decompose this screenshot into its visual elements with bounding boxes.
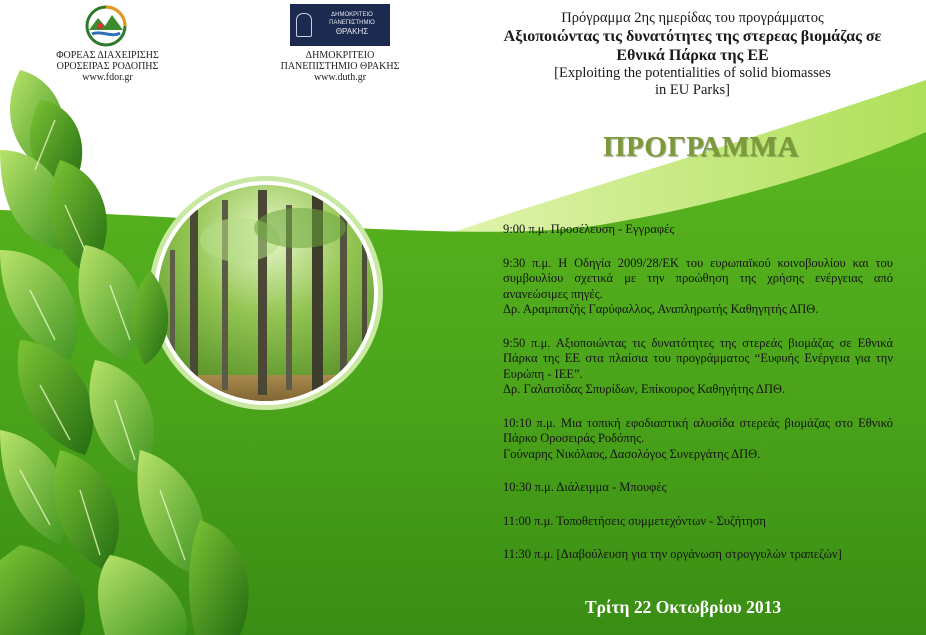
program-item-text: 11:00 π.μ. Τοποθετήσεις συμμετεχόντων - Συζήτηση [503,513,766,528]
header-line3: Εθνικά Πάρκα της ΕΕ [616,47,769,64]
fdor-logo [80,4,132,48]
program-item-text: 11:30 π.μ. [Διαβούλευση για την οργάνωση στρογγυλών τραπεζών] [503,547,842,561]
program-item [503,547,893,563]
header-line4: [Exploiting the potentialities of solid biomasses [554,65,831,81]
event-header [455,10,926,99]
program-item [503,416,893,463]
fdor-emblem-icon [80,4,132,48]
fdor-name-line1: ΦΟΡΕΑΣ ΔΙΑΧΕΙΡΙΣΗΣ [56,50,159,61]
duth-caption [270,50,410,83]
program-item [503,222,893,238]
program-item [503,336,893,398]
header-line1: Πρόγραμμα 2ης ημερίδας του προγράμματος [561,10,824,26]
event-date: Τρίτη 22 Οκτωβρίου 2013 [585,597,782,617]
duth-badge-line3: ΘΡΑΚΗΣ [335,27,369,36]
program-item-text: 10:10 π.μ. Μια τοπική εφοδιαστική αλυσίδα στερεάς βιομάζας στο Εθνικό Πάρκο Οροσειράς Ροδόπης. [503,415,893,445]
program-item-text: 10:30 π.μ. Διάλειμμα - Μπουφές [503,480,667,494]
header-line5: in EU Parks] [655,82,730,98]
fdor-caption [40,50,175,83]
fdor-url: www.fdor.gr [82,72,133,83]
program-item-text: 9:00 π.μ. Προσέλευση - Εγγραφές [503,222,675,236]
duth-emblem-icon [296,13,312,37]
duth-badge-line1: ΔΗΜΟΚΡΙΤΕΙΟ [331,12,373,18]
program-item-text: 9:50 π.μ. Αξιοποιώντας τις δυνατότητες της στερεάς βιομάζας σε Εθνικά Πάρκα της ΕΕ στα πλαίσια του προγράμματος “Ευφυής Ενέργεια για την Ευρώπη - ΙΕΕ”. [503,335,893,381]
program-item-speaker: Δρ. Αραμπατζής Γαρύφαλλος, Αναπληρωτής Καθηγητής ΔΠΘ. [503,302,819,316]
program-item [503,514,893,530]
duth-logo [290,4,390,46]
duth-name-line2: ΠΑΝΕΠΙΣΤΗΜΙΟ ΘΡΑΚΗΣ [280,61,400,72]
program-item-text: 9:30 π.μ. Η Οδηγία 2009/28/ΕΚ του ευρωπαϊκού κοινοβουλίου και του συμβουλίου σχετικά με την προώθηση της χρήσης ενέργειας από ανανεώσιμες πηγές. [503,255,893,301]
program-item-speaker: Γούναρης Νικόλαος, Δασολόγος Συνεργάτης ΔΠΘ. [503,446,761,461]
fdor-name-line2: ΟΡΟΣΕΙΡΑΣ ΡΟΔΟΠΗΣ [56,61,159,72]
program-item [503,480,893,496]
program-list [503,222,893,581]
duth-url: www.duth.gr [313,72,367,83]
header-line2: Αξιοποιώντας τις δυνατότητες της στερεας βιομάζας σε [503,28,882,45]
page-title: ΠΡΟΓΡΑΜΜΑ [603,131,799,163]
duth-badge-line2: ΠΑΝΕΠΙΣΤΗΜΙΟ [329,20,375,26]
program-item [503,256,893,318]
duth-name-line1: ΔΗΜΟΚΡΙΤΕΙΟ [305,50,375,61]
program-item-speaker: Δρ. Γαλατσίδας Σπυρίδων, Επίκουρος Καθηγήτης ΔΠΘ. [503,382,786,396]
